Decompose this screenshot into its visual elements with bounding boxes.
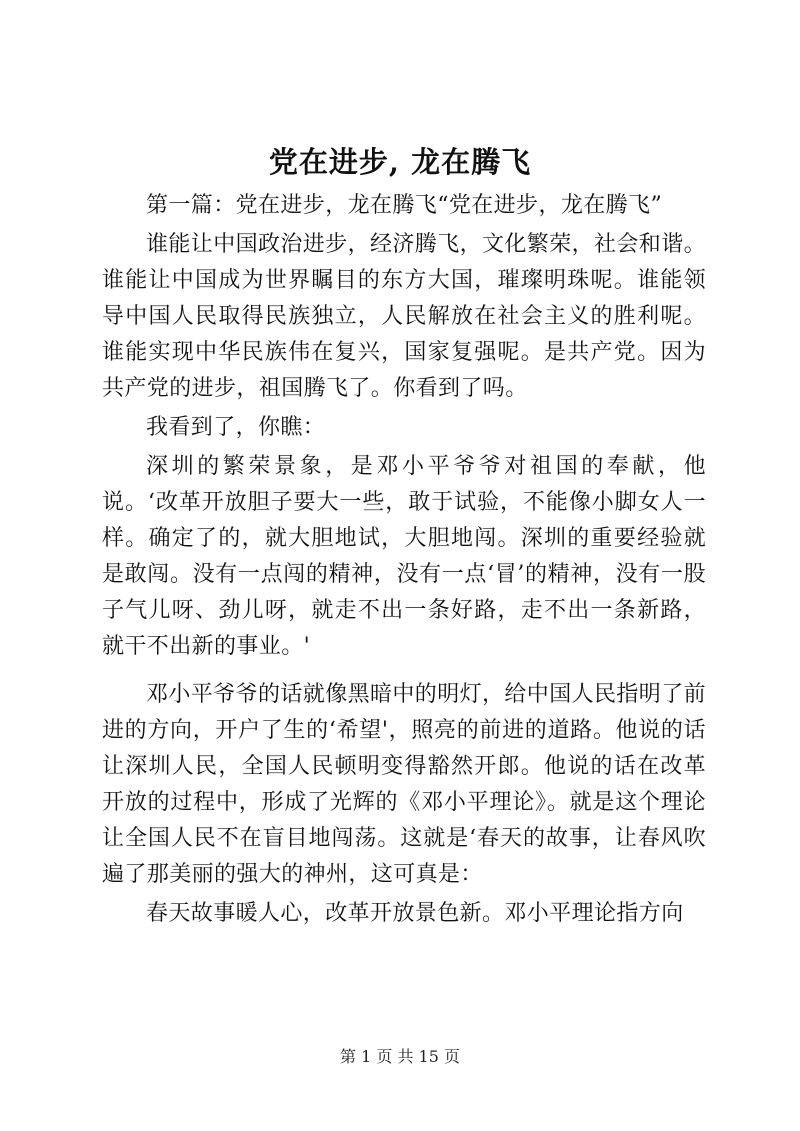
- paragraph: 谁能让中国政治进步，经济腾飞，文化繁荣，社会和谐。谁能让中国成为世界瞩目的东方大国，璀璨明珠呢。谁能领导中国人民取得民族独立，人民解放在社会主义的胜利呢。谁能实现中华民族伟在复兴，国家复强呢。是共产党。因为共产党的进步，祖国腾飞了。你看到了吗。: [102, 232, 707, 401]
- document-title: 党在进步, 龙在腾飞: [268, 145, 532, 179]
- paragraph: 深圳的繁荣景象，是邓小平爷爷对祖国的奉献，他说。‘改革开放胆子要大一些，敢于试验，不能像小脚女人一样。确定了的，就大胆地试，大胆地闯。深圳的重要经验就是敢闯。没有一点闯的精神，没有一点‘冒’的精神，没有一股子气儿呀、劲儿呀，就走不出一条好路，走不出一条新路，就干不出新的事业。': [102, 454, 706, 659]
- paragraph: 邓小平爷爷的话就像黑暗中的明灯，给中国人民指明了前进的方向，开户了生的‘希望'，照亮的前进的道路。他说的话让深圳人民，全国人民顿明变得豁然开郎。他说的话在改革开放的过程中，形成了光辉的《邓小平理论》。就是这个理论让全国人民不在盲目地闯荡。这就是‘春天的故事，让春风吹遍了那美丽的强大的神州，这可真是：: [102, 682, 707, 887]
- page-footer: 第 1 页 共 15 页: [340, 1047, 460, 1066]
- document-body: [102, 188, 706, 935]
- paragraph-heading: 第一篇：党在进步，龙在腾飞“党在进步，龙在腾飞”: [146, 193, 663, 218]
- paragraph: 春天故事暖人心，改革开放景色新。邓小平理论指方向: [146, 901, 684, 926]
- paragraph: 我看到了，你瞧：: [146, 415, 326, 440]
